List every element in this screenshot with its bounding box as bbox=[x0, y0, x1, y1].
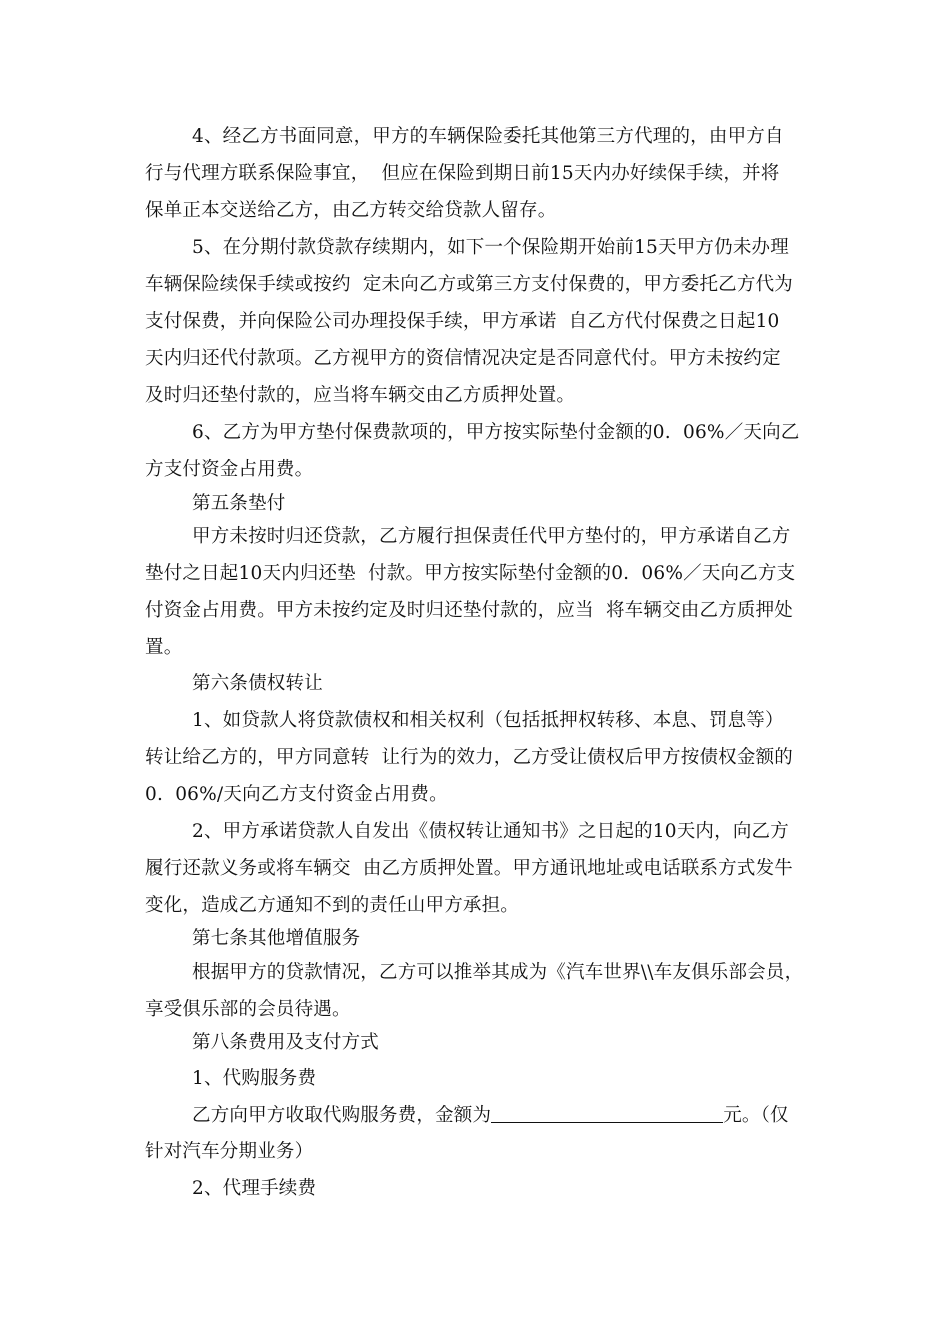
fee-line bbox=[192, 1102, 789, 1129]
paragraph-line: 行与代理方联系保险事宜， 但应在保险到期日前15天内办好续保手续，并将 bbox=[145, 163, 780, 184]
paragraph-line: 车辆保险续保手续或按约 定未向乙方或第三方支付保费的，甲方委托乙方代为 bbox=[145, 274, 793, 295]
section-heading: 第五条垫付 bbox=[192, 493, 286, 514]
paragraph-line: 保单正本交送给乙方，由乙方转交给贷款人留存。 bbox=[145, 200, 557, 221]
paragraph-line: 天内归还代付款项。乙方视甲方的资信情况决定是否同意代付。甲方未按约定 bbox=[145, 348, 781, 369]
paragraph-line: 针对汽车分期业务） bbox=[145, 1141, 314, 1162]
section-heading: 第八条费用及支付方式 bbox=[192, 1032, 380, 1053]
fee-label: 乙方向甲方收取代购服务费，金额为 bbox=[192, 1105, 492, 1126]
paragraph-line: 变化，造成乙方通知不到的责任山甲方承担。 bbox=[145, 895, 520, 916]
paragraph-line: 付资金占用费。甲方未按约定及时归还垫付款的，应当 将车辆交由乙方质押处 bbox=[145, 600, 793, 621]
paragraph-line: 0. 06%/天向乙方支付资金占用费。 bbox=[145, 784, 448, 805]
paragraph-line: 履行还款义务或将车辆交 由乙方质押处置。甲方通讯地址或电话联系方式发牛 bbox=[145, 858, 793, 879]
paragraph-line: 支付保费，并向保险公司办理投保手续，甲方承诺 自乙方代付保费之日起10 bbox=[145, 311, 780, 332]
section-heading: 第六条债权转让 bbox=[192, 673, 323, 694]
paragraph-line: 根据甲方的贷款情况，乙方可以推举其成为《汽车世界\\车友俱乐部会员， bbox=[192, 962, 804, 983]
paragraph-line: 享受俱乐部的会员待遇。 bbox=[145, 999, 351, 1020]
paragraph-line: 垫付之日起10天内归还垫 付款。甲方按实际垫付金额的0. 06%／天向乙方支 bbox=[145, 563, 796, 584]
paragraph-line: 2、甲方承诺贷款人自发出《债权转让通知书》之日起的10天内，向乙方 bbox=[192, 821, 789, 842]
paragraph-line: 甲方未按时归还贷款，乙方履行担保责任代甲方垫付的，甲方承诺自乙方 bbox=[192, 526, 791, 547]
paragraph-line: 4、经乙方书面同意，甲方的车辆保险委托其他第三方代理的，由甲方自 bbox=[192, 126, 784, 147]
paragraph-line: 6、乙方为甲方垫付保费款项的，甲方按实际垫付金额的0. 06%／天向乙 bbox=[192, 422, 800, 443]
paragraph-line: 1、代购服务费 bbox=[192, 1068, 317, 1089]
paragraph-line: 2、代理手续费 bbox=[192, 1178, 317, 1199]
paragraph-line: 5、在分期付款贷款存续期内，如下一个保险期开始前15天甲方仍未办理 bbox=[192, 237, 789, 258]
fee-suffix: 元。（仅 bbox=[723, 1105, 789, 1126]
paragraph-line: 方支付资金占用费。 bbox=[145, 459, 314, 480]
paragraph-line: 1、如贷款人将贷款债权和相关权利（包括抵押权转移、本息、罚息等） bbox=[192, 710, 784, 731]
amount-blank bbox=[491, 1102, 723, 1123]
section-heading: 第七条其他增值服务 bbox=[192, 928, 361, 949]
paragraph-line: 转让给乙方的，甲方同意转 让行为的效力，乙方受让债权后甲方按债权金额的 bbox=[145, 747, 793, 768]
paragraph-line: 及时归还垫付款的，应当将车辆交由乙方质押处置。 bbox=[145, 385, 576, 406]
paragraph-line: 置。 bbox=[145, 637, 183, 658]
